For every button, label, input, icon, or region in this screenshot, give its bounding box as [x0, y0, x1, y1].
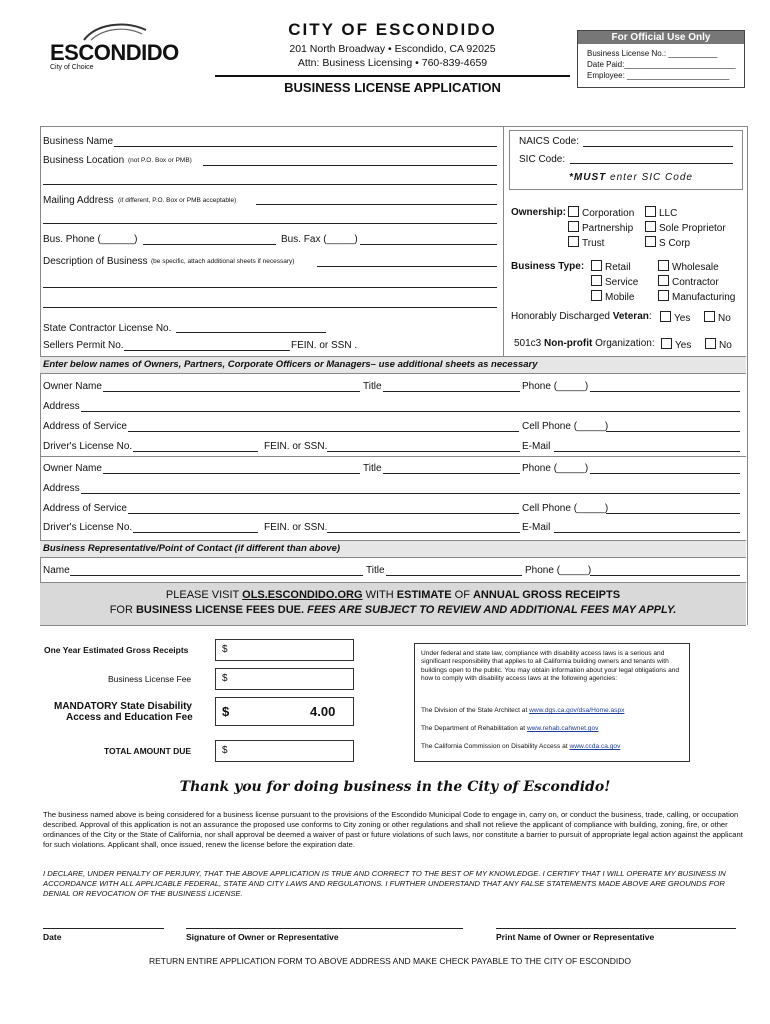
rep-heading: Business Representative/Point of Contact (if different than above) [43, 543, 341, 554]
veteran-no-label: No [718, 313, 731, 324]
nonprofit-label-a: 501c3 [514, 338, 542, 349]
owner1-phone-field[interactable] [590, 391, 740, 392]
ownership-llc-label: LLC [659, 208, 678, 219]
disability-dsa-link[interactable]: www.dgs.ca.gov/dsa/Home.aspx [529, 707, 625, 714]
rep-title-field[interactable] [386, 575, 522, 576]
ownership-corporation[interactable] [568, 206, 634, 219]
type-wholesale[interactable] [658, 260, 719, 273]
disability-ccda-text: The California Commission on Disability Access at [421, 743, 568, 750]
signature-label: Signature of Owner or Representative [186, 932, 339, 942]
owner1-address-field[interactable] [81, 411, 740, 412]
visit-a: PLEASE VISIT [165, 589, 240, 601]
ownership-trust-checkbox[interactable] [568, 236, 579, 247]
ownership-s-corp[interactable] [645, 236, 690, 249]
owner2-fein-label: FEIN. or SSN. [264, 522, 328, 533]
visit-line-2 [40, 604, 746, 616]
bus-fax-field[interactable] [360, 244, 497, 245]
business-location-note: (not P.O. Box or PMB) [128, 157, 192, 164]
type-service-checkbox[interactable] [591, 275, 602, 286]
owner2-drivers-field[interactable] [133, 532, 258, 533]
contractor-license-field[interactable] [176, 332, 326, 333]
ownership-s-corp-checkbox[interactable] [645, 236, 656, 247]
owner1-cell-field[interactable] [606, 431, 740, 432]
sellers-permit-label: Sellers Permit No. [43, 340, 124, 351]
city-logo [46, 18, 179, 74]
ownership-partnership[interactable] [568, 221, 633, 234]
owner2-cell-field[interactable] [606, 513, 740, 514]
total-due-label: TOTAL AMOUNT DUE [104, 746, 192, 756]
sic-label: SIC Code: [519, 154, 566, 165]
veteran-no[interactable] [704, 311, 731, 324]
ownership-llc[interactable] [645, 206, 677, 219]
official-date-paid: Date Paid:_________________________ [587, 60, 736, 69]
date-field[interactable] [43, 928, 164, 929]
owner2-cell-label: Cell Phone (_____) [522, 503, 609, 514]
legal-paragraph: The business named above is being considered for a business license pursuant to the provisions of the Escondido Municipal Code to engage in, carry on, or conduct the business, trade, calling, or occupation described. Approval of this application is not an assurance the proposed use conforms to City zoning or other regulations and shall not relieve the applicant of compliance with building, zoning, fire, or other ordinances of the City or the State of California, nor shall approval be deemed a waiver of past or future violations of such laws, nor constitute a barrier to pursuit of appropriate legal action against the applicant for such violations. Applicant shall, once issued, renew the license before the expiration date. [43, 810, 743, 849]
date-label: Date [43, 932, 62, 942]
visit-line-1 [40, 589, 746, 601]
rep-phone-field[interactable] [590, 575, 740, 576]
veteran-bold: Veteran [612, 311, 649, 322]
type-mobile-checkbox[interactable] [591, 290, 602, 301]
type-mobile-label: Mobile [605, 292, 635, 303]
disability-rehab-link[interactable]: www.rehab.cahwnet.gov [526, 725, 599, 732]
nonprofit-yes-label: Yes [675, 340, 692, 351]
owner1-phone-label: Phone (_____) [522, 381, 589, 392]
nonprofit-no[interactable] [705, 338, 732, 351]
description-field-3[interactable] [43, 307, 497, 308]
veteran-yes-label: Yes [674, 313, 691, 324]
ownership-label: Ownership: [511, 207, 567, 218]
owner1-drivers-field[interactable] [133, 451, 258, 452]
owner1-service-field[interactable] [128, 431, 519, 432]
owners-heading: Enter below names of Owners, Partners, Corporate Officers or Managers– use additional sheets as necessary [43, 359, 538, 370]
owner1-drivers-label: Driver's License No. [43, 441, 133, 452]
ownership-sole-proprietor[interactable] [645, 221, 726, 234]
disability-rehab-text: The Department of Rehabilitation at [421, 725, 526, 732]
total-dollar: $ [222, 745, 228, 756]
type-manufacturing[interactable] [658, 290, 735, 303]
footer-instruction: RETURN ENTIRE APPLICATION FORM TO ABOVE ADDRESS AND MAKE CHECK PAYABLE TO THE CITY OF ESCONDIDO [148, 956, 632, 966]
mandatory-fee-label-1: MANDATORY State Disability [54, 701, 192, 712]
owner2-email-field[interactable] [554, 532, 740, 533]
visit-line2c: FEES ARE SUBJECT TO REVIEW AND ADDITIONAL FEES MAY APPLY. [307, 604, 677, 616]
disability-access-box [414, 643, 690, 762]
logo-tagline: City of Choice [50, 64, 94, 71]
owner-divider [40, 456, 746, 457]
official-use-title: For Official Use Only [578, 31, 744, 44]
owner2-title-label: Title [363, 463, 382, 474]
rep-name-label: Name [43, 565, 70, 576]
nonprofit-yes[interactable] [661, 338, 691, 351]
rep-phone-label: Phone (_____) [525, 565, 592, 576]
type-retail-checkbox[interactable] [591, 260, 602, 271]
business-name-field[interactable] [114, 146, 497, 147]
owner1-service-label: Address of Service [43, 421, 127, 432]
rep-heading-strip [40, 540, 746, 558]
rep-name-field[interactable] [70, 575, 363, 576]
print-name-field[interactable] [496, 928, 736, 929]
owner2-address-label: Address [43, 483, 80, 494]
disability-ccda [421, 743, 683, 751]
owner1-cell-label: Cell Phone (_____) [522, 421, 609, 432]
bus-phone-field[interactable] [143, 244, 276, 245]
logo-name: ESCONDIDO [50, 40, 179, 65]
ownership-s-corp-label: S Corp [659, 238, 691, 249]
fein-label: FEIN. or SSN . [291, 340, 358, 351]
ownership-corporation-checkbox[interactable] [568, 206, 579, 217]
visit-line2b: BUSINESS LICENSE FEES DUE. [135, 604, 305, 616]
sellers-permit-field[interactable] [124, 350, 290, 351]
owner1-fein-field[interactable] [327, 451, 520, 452]
disability-dsa-text: The Division of the State Architect at [421, 707, 528, 714]
owners-heading-strip [40, 356, 746, 374]
owner2-service-field[interactable] [128, 513, 519, 514]
official-use-box [577, 30, 745, 88]
bus-phone-label: Bus. Phone (______) [43, 234, 138, 245]
owner1-name-field[interactable] [103, 391, 360, 392]
header-rule [215, 75, 570, 77]
owner2-name-label: Owner Name [43, 463, 102, 474]
description-note: (be specific, attach additional sheets if necessary) [151, 258, 295, 265]
naics-field[interactable] [583, 146, 733, 147]
owner2-drivers-label: Driver's License No. [43, 522, 133, 533]
license-fee-field[interactable] [215, 668, 354, 690]
ownership-trust[interactable] [568, 236, 604, 249]
owner2-phone-label: Phone (_____) [522, 463, 589, 474]
form-title: BUSINESS LICENSE APPLICATION [284, 80, 501, 95]
owner1-title-field[interactable] [383, 391, 520, 392]
description-field-2[interactable] [43, 287, 497, 288]
sic-must-note [569, 172, 693, 183]
nonprofit-yes-checkbox[interactable] [661, 338, 672, 349]
owner1-email-label: E-Mail [522, 441, 551, 452]
ownership-corporation-label: Corporation [582, 208, 635, 219]
nonprofit-row [514, 338, 655, 349]
veteran-no-checkbox[interactable] [704, 311, 715, 322]
type-service-label: Service [605, 277, 639, 288]
type-wholesale-checkbox[interactable] [658, 260, 669, 271]
mailing-address-label: Mailing Address [43, 195, 114, 206]
veteran-yes[interactable] [660, 311, 690, 324]
naics-label: NAICS Code: [519, 136, 580, 147]
mailing-address-field-2[interactable] [43, 223, 497, 224]
veteran-label: Honorably Discharged [511, 311, 610, 322]
business-location-field-2[interactable] [43, 184, 497, 185]
type-retail-label: Retail [605, 262, 631, 273]
mandatory-fee-field [215, 697, 354, 726]
description-field[interactable] [317, 266, 497, 267]
ownership-llc-checkbox[interactable] [645, 206, 656, 217]
type-wholesale-label: Wholesale [672, 262, 719, 273]
ownership-trust-label: Trust [582, 238, 605, 249]
owner2-email-label: E-Mail [522, 522, 551, 533]
mailing-address-field[interactable] [256, 204, 497, 205]
nonprofit-no-label: No [719, 340, 732, 351]
print-name-label: Print Name of Owner or Representative [496, 932, 655, 942]
visit-url-link[interactable]: OLS.ESCONDIDO.ORG [242, 589, 363, 601]
visit-e: ANNUAL GROSS RECEIPTS [472, 589, 621, 601]
disability-ccda-link[interactable]: www.ccda.ca.gov [569, 743, 621, 750]
business-location-label: Business Location [43, 155, 125, 166]
city-heading: CITY OF ESCONDIDO [288, 20, 497, 39]
mandatory-fee-amount: 4.00 [310, 704, 336, 719]
owner2-title-field[interactable] [383, 473, 520, 474]
signature-field[interactable] [186, 928, 463, 929]
owner1-name-label: Owner Name [43, 381, 102, 392]
license-dollar: $ [222, 673, 228, 684]
gross-dollar: $ [222, 644, 228, 655]
sic-field[interactable] [570, 163, 733, 164]
mandatory-dollar: $ [222, 704, 230, 719]
header-attn: Attn: Business Licensing • 760-839-4659 [297, 57, 488, 69]
thank-you-message: Thank you for doing business in the City of Escondido! [179, 779, 611, 795]
owner1-address-label: Address [43, 401, 80, 412]
owner1-email-field[interactable] [554, 451, 740, 452]
type-contractor[interactable] [658, 275, 719, 288]
official-employee: Employee: _______________________ [587, 71, 730, 80]
type-contractor-label: Contractor [672, 277, 719, 288]
disability-rehab [421, 725, 683, 733]
type-retail[interactable] [591, 260, 631, 273]
owner2-fein-field[interactable] [327, 532, 520, 533]
owner2-service-label: Address of Service [43, 503, 127, 514]
gross-receipts-field[interactable] [215, 639, 354, 661]
type-manufacturing-checkbox[interactable] [658, 290, 669, 301]
contractor-license-label: State Contractor License No. [43, 323, 172, 334]
official-license-no: Business License No.: ___________ [587, 49, 718, 58]
owner2-name-field[interactable] [103, 473, 360, 474]
business-location-field[interactable] [203, 165, 497, 166]
disability-para: Under federal and state law, compliance with disability access laws is a serious and significant responsibility that applies to all California building owners and tenants with buildings open to the public. You may obtain information about your legal obligations and how to comply with disability access laws at the following agencies: [421, 650, 680, 682]
ownership-sole-proprietor-label: Sole Proprietor [659, 223, 726, 234]
nonprofit-label-b: Organization: [595, 338, 655, 349]
header-address: 201 North Broadway • Escondido, CA 92025 [289, 43, 496, 55]
ownership-partnership-checkbox[interactable] [568, 221, 579, 232]
bus-fax-label: Bus. Fax (_____) [281, 234, 358, 245]
ownership-sole-proprietor-checkbox[interactable] [645, 221, 656, 232]
sic-must-bold: *MUST [569, 172, 607, 183]
sic-must-rest: enter SIC Code [610, 172, 693, 183]
visit-line2a: FOR [109, 604, 133, 616]
mandatory-fee-label-2: Access and Education Fee [66, 712, 193, 723]
type-manufacturing-label: Manufacturing [672, 292, 736, 303]
license-fee-label: Business License Fee [108, 674, 192, 684]
description-label: Description of Business [43, 256, 148, 267]
nonprofit-bold: Non-profit [544, 338, 593, 349]
type-mobile[interactable] [591, 290, 634, 303]
gross-receipts-label: One Year Estimated Gross Receipts [44, 645, 189, 655]
business-type-label: Business Type: [511, 261, 585, 272]
type-service[interactable] [591, 275, 638, 288]
total-due-field[interactable] [215, 740, 354, 762]
owner1-fein-label: FEIN. or SSN. [264, 441, 328, 452]
disability-dsa [421, 707, 683, 715]
owner2-address-field[interactable] [81, 493, 740, 494]
visit-d: OF [454, 589, 470, 601]
owner1-title-label: Title [363, 381, 382, 392]
declaration-paragraph: I DECLARE, UNDER PENALTY OF PERJURY, THAT THE ABOVE APPLICATION IS TRUE AND CORRECT TO THE BEST OF MY KNOWLEDGE. I CERTIFY THAT I WILL OPERATE MY BUSINESS IN ACCORDANCE WITH ALL APPLICABLE FEDERAL, STATE AND CITY LAWS AND REGULATIONS. I FURTHER UNDERSTAND THAT ANY FALSE STATEMENTS MADE ABOVE ARE GROUNDS FOR DENIAL OR REVOCATION OF THE BUSINESS LICENSE. [43, 869, 726, 898]
veteran-yes-checkbox[interactable] [660, 311, 671, 322]
form-vertical-divider [503, 126, 504, 356]
owner2-phone-field[interactable] [590, 473, 740, 474]
visit-b: WITH [365, 589, 394, 601]
mailing-address-note: (if different, P.O. Box or PMB acceptable) [118, 197, 237, 204]
business-name-label: Business Name [43, 136, 114, 147]
visit-strip [40, 582, 746, 626]
nonprofit-no-checkbox[interactable] [705, 338, 716, 349]
veteran-row: Honorably Discharged Veteran: [511, 311, 652, 322]
type-contractor-checkbox[interactable] [658, 275, 669, 286]
visit-c: ESTIMATE [396, 589, 452, 601]
rep-title-label: Title [366, 565, 385, 576]
ownership-partnership-label: Partnership [582, 223, 634, 234]
